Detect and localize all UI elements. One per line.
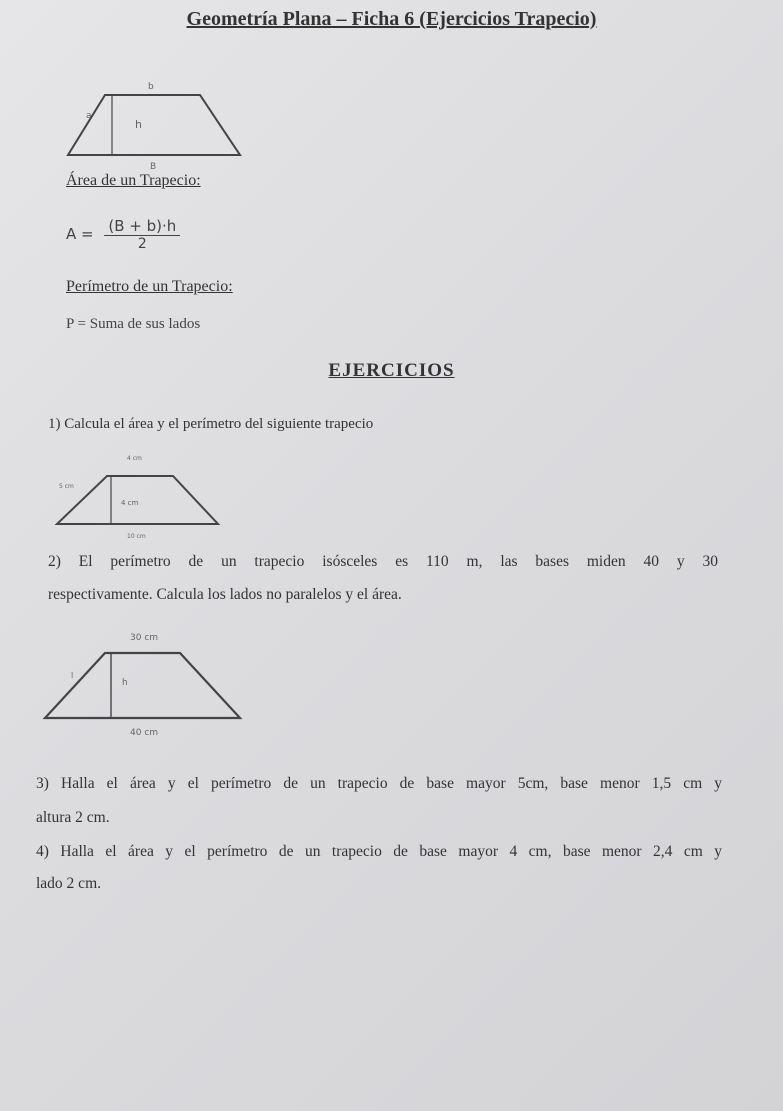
area-heading: Área de un Trapecio: [66, 172, 201, 189]
area-fraction [104, 217, 180, 252]
height-label: 4 cm [121, 499, 139, 507]
trapezoid-diagram-exercise-2 [40, 628, 250, 743]
exercise-4-line-2: lado 2 cm. [36, 875, 101, 892]
exercise-1-text: 1) Calcula el área y el perímetro del siguiente trapecio [48, 416, 374, 432]
exercise-3-line-1: 3) Halla el área y el perímetro de un trapecio de base mayor 5cm, base menor 1,5 cm y [36, 775, 722, 792]
exercise-3-line-2: altura 2 cm. [36, 809, 110, 826]
top-base-label: 4 cm [127, 455, 142, 462]
trapezoid-diagram-exercise-1 [35, 448, 235, 543]
bottom-base-label: 40 cm [130, 728, 159, 738]
top-base-label: b [148, 82, 154, 92]
area-denominator: 2 [137, 236, 147, 252]
exercise-2-line-1: 2) El perímetro de un trapecio isósceles es 110 m, las bases miden 40 y 30 [48, 553, 718, 570]
exercises-heading: EJERCICIOS [328, 360, 455, 381]
trapezoid-shape [68, 95, 240, 155]
area-formula-lhs: A = [66, 225, 94, 243]
trapezoid-shape [45, 653, 240, 718]
perimeter-formula: P = Suma de sus lados [66, 316, 201, 332]
bottom-base-label: 10 cm [127, 533, 146, 540]
bottom-base-label: B [150, 162, 157, 172]
side-label: a [86, 111, 92, 121]
area-numerator: (B + b)·h [104, 217, 180, 236]
height-label: h [122, 678, 128, 688]
page-title: Geometría Plana – Ficha 6 (Ejercicios Trapecio) [186, 8, 597, 30]
perimeter-heading: Perímetro de un Trapecio: [66, 278, 233, 295]
exercise-2-line-2: respectivamente. Calcula los lados no paralelos y el área. [48, 586, 402, 603]
side-label: l [71, 671, 74, 680]
trapezoid-diagram-general [60, 78, 250, 173]
side-label: 5 cm [59, 483, 74, 490]
exercise-4-line-1: 4) Halla el área y el perímetro de un trapecio de base mayor 4 cm, base menor 2,4 cm y [36, 843, 722, 860]
height-label: h [135, 118, 142, 131]
top-base-label: 30 cm [130, 633, 159, 643]
area-formula [66, 217, 180, 252]
